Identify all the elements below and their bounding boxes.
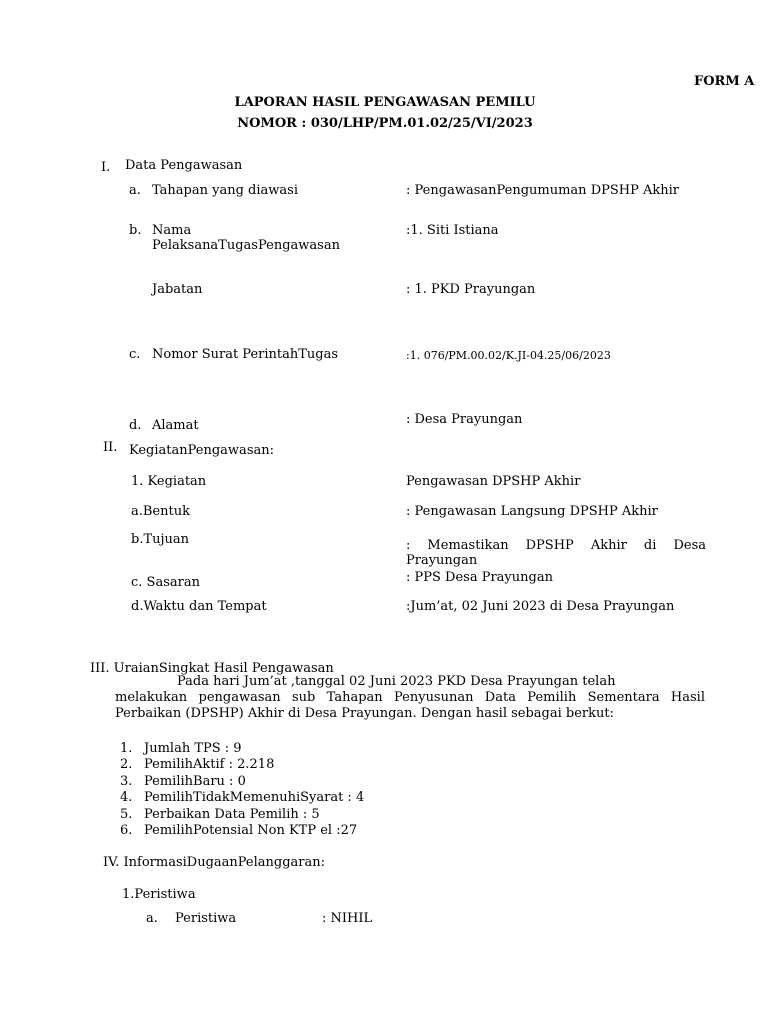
list-item: 2. PemilihAktif : 2.218 [120, 757, 275, 773]
section1-b-value: :1. Siti Istiana [406, 223, 499, 238]
section2-waktu-value: :Jum’at, 02 Juni 2023 di Desa Prayungan [406, 599, 675, 614]
list-item: 3. PemilihBaru : 0 [120, 773, 246, 789]
section1-jabatan-label: Jabatan [152, 282, 203, 297]
section3-title: III. UraianSingkat Hasil Pengawasan [90, 661, 334, 676]
section2-sasaran-label: c. Sasaran [131, 575, 200, 590]
section1-a-marker: a. [129, 183, 141, 198]
section1-numeral: I. [101, 160, 111, 175]
section2-bentuk-value: : Pengawasan Langsung DPSHP Akhir [406, 504, 658, 519]
section1-a-value: : PengawasanPengumuman DPSHP Akhir [406, 183, 679, 198]
section2-numeral: II. [103, 440, 118, 455]
section1-d-value: : Desa Prayungan [406, 412, 523, 427]
section4-title: IV. InformasiDugaanPelanggaran: [103, 855, 326, 870]
section1-b-label: Nama PelaksanaTugasPengawasan [152, 223, 340, 253]
section1-d-label: Alamat [152, 418, 199, 433]
section2-kegiatan-value: Pengawasan DPSHP Akhir [406, 474, 581, 489]
section3-paragraph: melakukan pengawasan sub Tahapan Penyusunan Data Pemilih Sementara Hasil Perbaikan (DPSHP) Akhir di Desa Prayungan. Dengan hasil sebagai berkut: [115, 690, 705, 721]
section4-a-label: Peristiwa [175, 911, 237, 926]
section1-c-label: Nomor Surat PerintahTugas [152, 347, 339, 362]
report-number: NOMOR : 030/LHP/PM.01.02/25/VI/2023 [237, 116, 533, 131]
section1-c-marker: c. [129, 347, 141, 362]
section1-c-value: :1. 076/PM.00.02/K.JI-04.25/06/2023 [406, 349, 611, 362]
section2-title: KegiatanPengawasan: [129, 443, 274, 458]
result-list [120, 741, 364, 839]
section1-d-marker: d. [129, 418, 142, 433]
section4-subtitle: 1.Peristiwa [122, 887, 196, 902]
section2-tujuan-label: b.Tujuan [131, 532, 190, 547]
section2-waktu-label: d.Waktu dan Tempat [131, 599, 267, 614]
section2-kegiatan-label: 1. Kegiatan [131, 474, 207, 489]
form-label: FORM A [694, 74, 755, 89]
section4-a-value: : NIHIL [322, 911, 373, 926]
list-item: 1. Jumlah TPS : 9 [120, 741, 242, 756]
section1-a-label: Tahapan yang diawasi [152, 183, 298, 198]
list-item: 5. Perbaikan Data Pemilih : 5 [120, 806, 320, 822]
report-title: LAPORAN HASIL PENGAWASAN PEMILU [234, 95, 536, 110]
section1-b-marker: b. [129, 223, 142, 238]
section2-sasaran-value: : PPS Desa Prayungan [406, 570, 553, 585]
section1-jabatan-value: : 1. PKD Prayungan [406, 282, 536, 297]
section2-tujuan-value: : Memastikan DPSHP Akhir di Desa Prayungan [406, 538, 706, 568]
list-item: 6. PemilihPotensial Non KTP el :27 [120, 823, 358, 839]
section2-bentuk-label: a.Bentuk [131, 504, 190, 519]
section1-title: Data Pengawasan [125, 158, 243, 173]
list-item: 4. PemilihTidakMemenuhiSyarat : 4 [120, 790, 365, 806]
section4-a-marker: a. [146, 911, 158, 926]
section3-paragraph-first-line: Pada hari Jum’at ,tanggal 02 Juni 2023 PKD Desa Prayungan telah [177, 674, 616, 689]
